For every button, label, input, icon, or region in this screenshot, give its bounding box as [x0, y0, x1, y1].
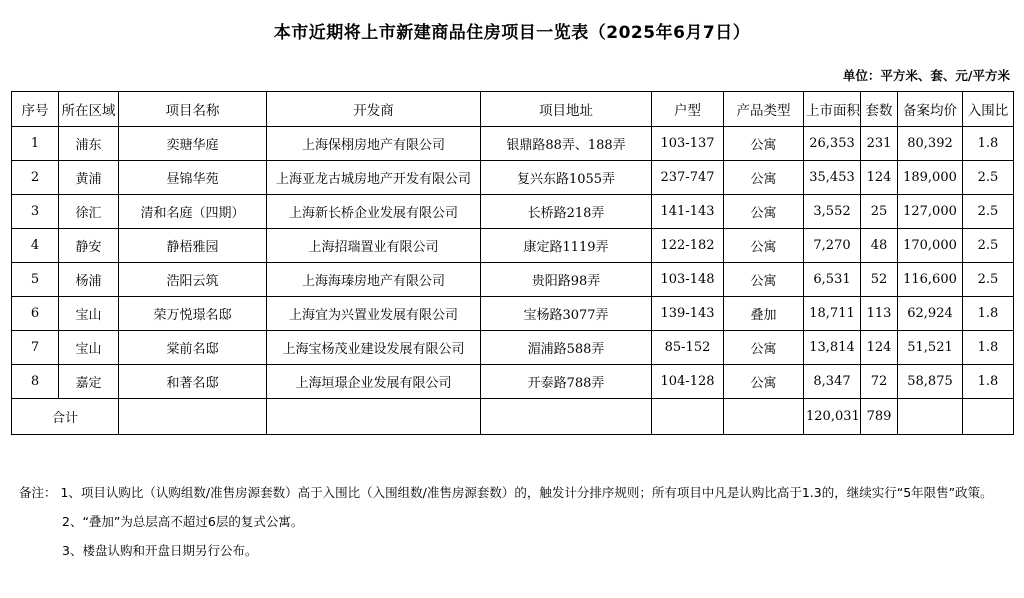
cell-project-name: 昼锦华苑: [119, 161, 267, 195]
col-header-area: 上市面积: [804, 92, 861, 127]
cell-address: 长桥路218弄: [481, 195, 652, 229]
cell-units: 113: [861, 297, 898, 331]
note-3: 3、楼盘认购和开盘日期另行公布。: [62, 543, 258, 558]
cell-product-type: 公寓: [724, 263, 804, 297]
cell-area: 26,353: [804, 127, 861, 161]
cell-ratio: 2.5: [963, 263, 1014, 297]
col-header-district: 所在区域: [59, 92, 119, 127]
cell-area: 13,814: [804, 331, 861, 365]
cell-product-type: 叠加: [724, 297, 804, 331]
cell-address: 宝杨路3077弄: [481, 297, 652, 331]
cell-price: 62,924: [898, 297, 963, 331]
total-empty-cell: [267, 399, 481, 435]
cell-units: 231: [861, 127, 898, 161]
cell-price: 58,875: [898, 365, 963, 399]
cell-ratio: 1.8: [963, 297, 1014, 331]
cell-price: 189,000: [898, 161, 963, 195]
cell-product-type: 公寓: [724, 127, 804, 161]
cell-unit-size: 237-747: [652, 161, 724, 195]
col-header-unit-size: 户型: [652, 92, 724, 127]
cell-unit-size: 122-182: [652, 229, 724, 263]
total-empty-cell: [652, 399, 724, 435]
table-row: [12, 331, 1014, 365]
cell-unit-size: 103-137: [652, 127, 724, 161]
unit-label: 单位：平方米、套、元/平方米: [842, 68, 1010, 83]
projects-table: [11, 91, 1014, 435]
cell-product-type: 公寓: [724, 331, 804, 365]
cell-index: 4: [12, 229, 59, 263]
cell-product-type: 公寓: [724, 229, 804, 263]
cell-price: 127,000: [898, 195, 963, 229]
total-row: [12, 399, 1014, 435]
table-row: [12, 229, 1014, 263]
cell-price: 51,521: [898, 331, 963, 365]
cell-developer: 上海垣璟企业发展有限公司: [267, 365, 481, 399]
cell-address: 康定路1119弄: [481, 229, 652, 263]
cell-units: 124: [861, 161, 898, 195]
cell-developer: 上海宝杨茂业建设发展有限公司: [267, 331, 481, 365]
total-label: 合计: [12, 399, 119, 435]
col-header-address: 项目地址: [481, 92, 652, 127]
cell-area: 18,711: [804, 297, 861, 331]
cell-ratio: 1.8: [963, 331, 1014, 365]
table-row: [12, 365, 1014, 399]
cell-developer: 上海招瑞置业有限公司: [267, 229, 481, 263]
cell-product-type: 公寓: [724, 365, 804, 399]
table-row: [12, 127, 1014, 161]
cell-units: 48: [861, 229, 898, 263]
cell-district: 杨浦: [59, 263, 119, 297]
cell-address: 开泰路788弄: [481, 365, 652, 399]
cell-index: 6: [12, 297, 59, 331]
total-empty-cell: [119, 399, 267, 435]
table-row: [12, 195, 1014, 229]
cell-price: 170,000: [898, 229, 963, 263]
cell-district: 宝山: [59, 331, 119, 365]
table-row: [12, 297, 1014, 331]
note-2: 2、“叠加”为总层高不超过6层的复式公寓。: [62, 514, 304, 529]
cell-price: 80,392: [898, 127, 963, 161]
cell-ratio: 1.8: [963, 127, 1014, 161]
cell-ratio: 2.5: [963, 229, 1014, 263]
cell-project-name: 奕瑭华庭: [119, 127, 267, 161]
cell-unit-size: 139-143: [652, 297, 724, 331]
cell-units: 124: [861, 331, 898, 365]
cell-unit-size: 103-148: [652, 263, 724, 297]
cell-address: 复兴东路1055弄: [481, 161, 652, 195]
col-header-index: 序号: [12, 92, 59, 127]
cell-unit-size: 104-128: [652, 365, 724, 399]
total-empty-cell: [963, 399, 1014, 435]
cell-ratio: 1.8: [963, 365, 1014, 399]
cell-index: 2: [12, 161, 59, 195]
col-header-ratio: 入围比: [963, 92, 1014, 127]
table-row: [12, 161, 1014, 195]
total-units: 789: [861, 399, 898, 435]
cell-area: 7,270: [804, 229, 861, 263]
cell-ratio: 2.5: [963, 161, 1014, 195]
total-empty-cell: [724, 399, 804, 435]
total-empty-cell: [898, 399, 963, 435]
col-header-price: 备案均价: [898, 92, 963, 127]
note-1: 备注： 1、项目认购比（认购组数/准售房源套数）高于入围比（入围组数/准售房源套数）的，触发计分排序规则；所有项目中凡是认购比高于1.3的，继续实行“5年限售”政策。: [19, 485, 993, 500]
cell-address: 贵阳路98弄: [481, 263, 652, 297]
cell-address: 银鼎路88弄、188弄: [481, 127, 652, 161]
cell-index: 1: [12, 127, 59, 161]
cell-product-type: 公寓: [724, 195, 804, 229]
table-row: [12, 263, 1014, 297]
cell-district: 宝山: [59, 297, 119, 331]
cell-developer: 上海亚龙古城房地产开发有限公司: [267, 161, 481, 195]
cell-index: 8: [12, 365, 59, 399]
cell-district: 黄浦: [59, 161, 119, 195]
cell-area: 8,347: [804, 365, 861, 399]
cell-project-name: 静梧雅园: [119, 229, 267, 263]
cell-developer: 上海保栩房地产有限公司: [267, 127, 481, 161]
cell-units: 52: [861, 263, 898, 297]
cell-area: 3,552: [804, 195, 861, 229]
cell-index: 5: [12, 263, 59, 297]
cell-unit-size: 141-143: [652, 195, 724, 229]
cell-project-name: 荣万悦璟名邸: [119, 297, 267, 331]
page-title: 本市近期将上市新建商品住房项目一览表（2025年6月7日）: [273, 23, 751, 43]
cell-district: 浦东: [59, 127, 119, 161]
cell-district: 徐汇: [59, 195, 119, 229]
cell-index: 7: [12, 331, 59, 365]
notes-section: [19, 478, 993, 565]
cell-units: 25: [861, 195, 898, 229]
cell-area: 35,453: [804, 161, 861, 195]
cell-ratio: 2.5: [963, 195, 1014, 229]
cell-area: 6,531: [804, 263, 861, 297]
cell-developer: 上海新长桥企业发展有限公司: [267, 195, 481, 229]
total-empty-cell: [481, 399, 652, 435]
table-header-row: [12, 92, 1014, 127]
total-area: 120,031: [804, 399, 861, 435]
cell-project-name: 棠前名邸: [119, 331, 267, 365]
cell-district: 嘉定: [59, 365, 119, 399]
col-header-product-type: 产品类型: [724, 92, 804, 127]
cell-project-name: 和著名邸: [119, 365, 267, 399]
col-header-units: 套数: [861, 92, 898, 127]
col-header-developer: 开发商: [267, 92, 481, 127]
cell-address: 湄浦路588弄: [481, 331, 652, 365]
cell-price: 116,600: [898, 263, 963, 297]
cell-project-name: 浩阳云筑: [119, 263, 267, 297]
cell-product-type: 公寓: [724, 161, 804, 195]
cell-unit-size: 85-152: [652, 331, 724, 365]
cell-project-name: 清和名庭（四期）: [119, 195, 267, 229]
cell-developer: 上海海瑧房地产有限公司: [267, 263, 481, 297]
cell-index: 3: [12, 195, 59, 229]
cell-developer: 上海宜为兴置业发展有限公司: [267, 297, 481, 331]
col-header-project-name: 项目名称: [119, 92, 267, 127]
cell-district: 静安: [59, 229, 119, 263]
cell-units: 72: [861, 365, 898, 399]
